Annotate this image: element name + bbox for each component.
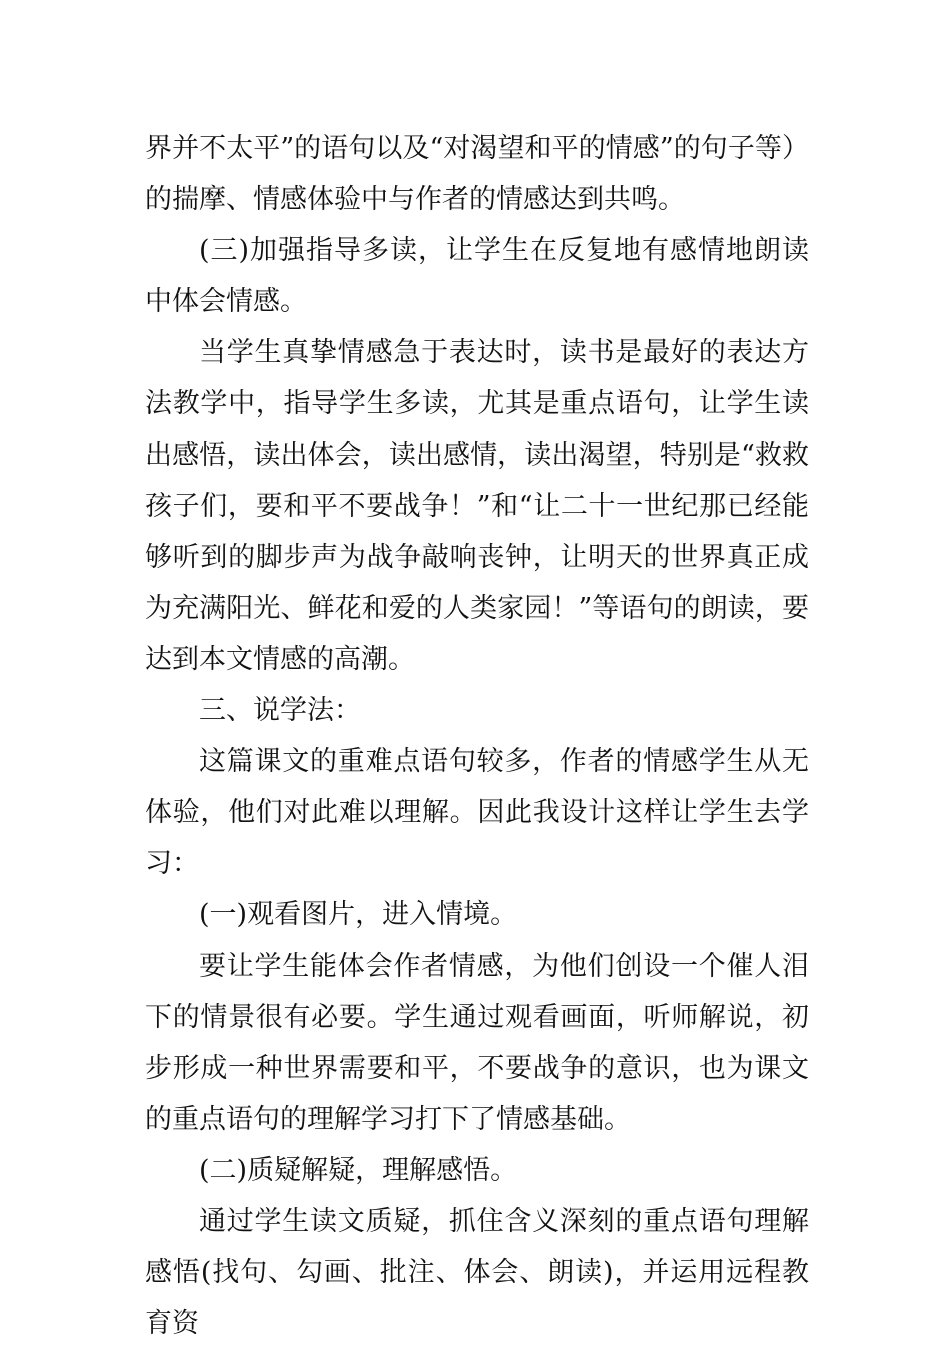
paragraph-questioning: 通过学生读文质疑，抓住含义深刻的重点语句理解感悟(找句、勾画、批注、体会、朗读)，并运用远程教育资 bbox=[145, 1205, 809, 1340]
paragraph-picture-scene: 要让学生能体会作者情感，为他们创设一个催人泪下的情景很有必要。学生通过观看画面，听师解说，初步形成一种世界需要和平，不要战争的意识，也为课文的重点语句的理解学习打下了情感基础。 bbox=[145, 950, 809, 1135]
paragraph-heading-two: (二)质疑解疑，理解感悟。 bbox=[199, 1154, 518, 1186]
paragraph-reading-method: 当学生真挚情感急于表达时，读书是最好的表达方法教学中，指导学生多读，尤其是重点语句，让学生读出感悟，读出体会，读出感情，读出渴望，特别是“救救孩子们，要和平不要战争！”和“让二十一世纪那已经能够听到的脚步声为战争敲响丧钟，让明天的世界真正成为充满阳光、鲜花和爱的人类家园！”等语句的朗读，要达到本文情感的高潮。 bbox=[145, 337, 809, 675]
paragraph-study-intro: 这篇课文的重难点语句较多，作者的情感学生从无体验，他们对此难以理解。因此我设计这样让学生去学习： bbox=[145, 746, 809, 880]
section-heading-study-method: 三、说学法： bbox=[199, 695, 361, 727]
paragraph-heading-three: (三)加强指导多读，让学生在反复地有感情地朗读中体会情感。 bbox=[145, 235, 809, 318]
paragraph-heading-one: (一)观看图片，进入情境。 bbox=[199, 899, 518, 931]
document-body bbox=[145, 123, 809, 1349]
paragraph-continuation: 界并不太平”的语句以及“对渴望和平的情感”的句子等）的揣摩、情感体验中与作者的情感达到共鸣。 bbox=[145, 133, 809, 216]
